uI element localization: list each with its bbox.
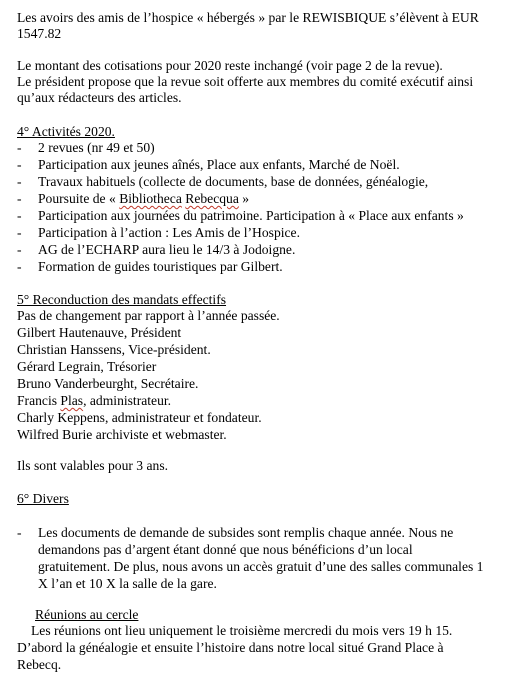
reunions-heading: Réunions au cercle bbox=[35, 607, 139, 622]
list-dash: - bbox=[17, 208, 22, 223]
cotisations-line-1: Le montant des cotisations pour 2020 reste inchangé (voir page 2 de la revue). bbox=[17, 58, 443, 73]
list-item-prefix: Poursuite de « bbox=[38, 191, 120, 206]
list-item-continuation: X l’an et 10 X la salle de la gare. bbox=[38, 576, 217, 591]
member-line: Bruno Vanderbeurght, Secrétaire. bbox=[17, 376, 199, 391]
list-item-text: Participation aux jeunes aînés, Place aux enfants, Marché de Noël. bbox=[38, 157, 400, 172]
list-dash: - bbox=[17, 225, 22, 240]
member-line: Wilfred Burie archiviste et webmaster. bbox=[17, 427, 227, 442]
mandats-heading: 5° Reconduction des mandats effectifs bbox=[17, 292, 227, 307]
reunions-line-3: Rebecq. bbox=[17, 657, 62, 672]
intro-line-2: 1547.82 bbox=[17, 26, 62, 41]
list-dash: - bbox=[17, 259, 22, 274]
intro-line-1: Les avoirs des amis de l’hospice « hébergés » par le REWISBIQUE s’élèvent à EUR bbox=[17, 10, 479, 25]
member-prefix: Francis bbox=[17, 393, 61, 408]
validity-line: Ils sont valables pour 3 ans. bbox=[17, 458, 169, 473]
reunions-line-2: D’abord la généalogie et ensuite l’histoire dans notre local situé Grand Place à bbox=[17, 640, 444, 655]
list-item-suffix: » bbox=[238, 191, 250, 206]
member-line: Gilbert Hautenauve, Président bbox=[17, 325, 182, 340]
cotisations-line-2: Le président propose que la revue soit offerte aux membres du comité exécutif ainsi bbox=[17, 74, 474, 89]
list-item-text: Les documents de demande de subsides sont remplis chaque année. Nous ne bbox=[38, 525, 454, 540]
spellcheck-word: Rebecqua bbox=[185, 191, 239, 206]
list-dash: - bbox=[17, 525, 22, 540]
member-line: Charly Keppens, administrateur et fondateur. bbox=[17, 410, 262, 425]
list-dash: - bbox=[17, 140, 22, 155]
member-line bbox=[17, 393, 171, 409]
list-item-text: Formation de guides touristiques par Gilbert. bbox=[38, 259, 283, 274]
list-dash: - bbox=[17, 157, 22, 172]
member-suffix: , administrateur. bbox=[83, 393, 172, 408]
spellcheck-word: Bibliotheca bbox=[119, 191, 182, 206]
reunions-line-1: Les réunions ont lieu uniquement le troisième mercredi du mois vers 19 h 15. bbox=[31, 623, 453, 638]
member-line: Christian Hanssens, Vice-président. bbox=[17, 342, 211, 357]
spellcheck-word: Plas bbox=[60, 393, 84, 408]
list-item-text: AG de l’ECHARP aura lieu le 14/3 à Jodoigne. bbox=[38, 242, 296, 257]
list-item-text bbox=[38, 191, 249, 207]
list-item-continuation: gratuitement. De plus, nous avons un accès gratuit d’une des salles communales 1 bbox=[38, 559, 484, 574]
list-item-text: Participation à l’action : Les Amis de l’Hospice. bbox=[38, 225, 300, 240]
activities-heading: 4° Activités 2020. bbox=[17, 124, 115, 139]
member-line: Gérard Legrain, Trésorier bbox=[17, 359, 157, 374]
list-dash: - bbox=[17, 242, 22, 257]
list-item-continuation: demandons pas d’argent étant donné que nous bénéficions d’un local bbox=[38, 542, 413, 557]
list-dash: - bbox=[17, 191, 22, 206]
mandats-line: Pas de changement par rapport à l’année passée. bbox=[17, 308, 280, 323]
list-item-text: 2 revues (nr 49 et 50) bbox=[38, 140, 155, 155]
divers-heading: 6° Divers bbox=[17, 491, 69, 506]
cotisations-line-3: qu’aux rédacteurs des articles. bbox=[17, 90, 182, 105]
list-item-text: Travaux habituels (collecte de documents, base de données, généalogie, bbox=[38, 174, 429, 189]
list-dash: - bbox=[17, 174, 22, 189]
list-item-text: Participation aux journées du patrimoine. Participation à « Place aux enfants » bbox=[38, 208, 464, 223]
